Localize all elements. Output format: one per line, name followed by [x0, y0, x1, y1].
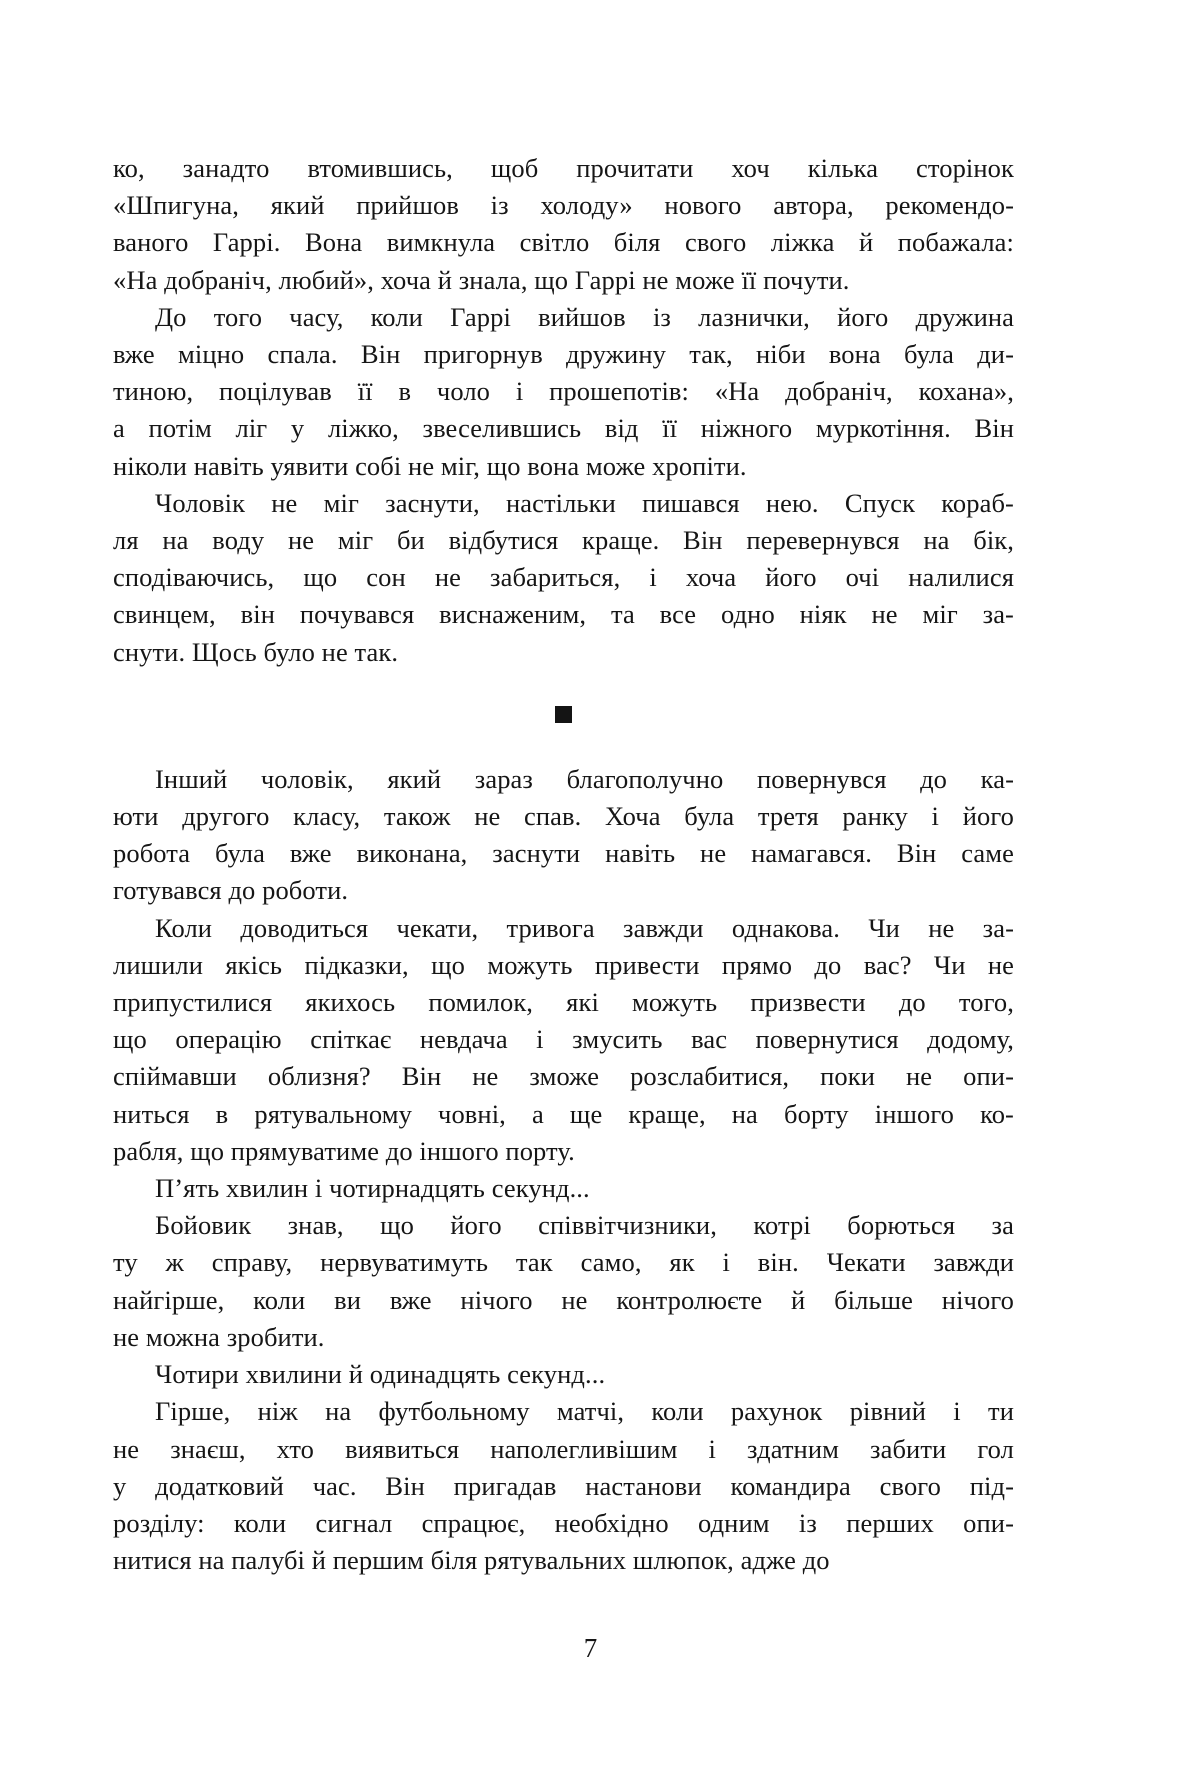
page-number: 7	[583, 1633, 598, 1663]
body-line: юти другого класу, також не спав. Хоча була третя ранку і його	[113, 801, 1014, 832]
body-line: вже міцно спала. Він пригорнув дружину так, ніби вона була ди-	[113, 339, 1014, 370]
body-line: лишили якісь підказки, що можуть привести прямо до вас? Чи не	[113, 949, 1014, 980]
body-paragraph	[113, 910, 1014, 1170]
body-line: П’ять хвилин і чотирнадцять секунд...	[155, 1173, 590, 1204]
body-line: спіймавши облизня? Він не зможе розслабитися, поки не опи-	[113, 1061, 1014, 1092]
body-line: ко, занадто втомившись, щоб прочитати хоч кілька сторінок	[113, 153, 1014, 183]
body-line: робота була вже виконана, заснути навіть не намагався. Він саме	[113, 838, 1014, 869]
body-line: а потім ліг у ліжко, звеселившись від її ніжного муркотіння. Він	[113, 413, 1014, 444]
body-line: «На добраніч, любий», хоча й знала, що Гаррі не може її почути.	[113, 264, 850, 295]
body-line: не знаєш, хто виявиться наполегливішим і здатним забити гол	[113, 1433, 1014, 1464]
body-line: До того часу, коли Гаррі вийшов із лазнички, його дружина	[155, 301, 1014, 332]
paragraph-group-before-break	[113, 150, 1014, 671]
body-line: припустилися якихось помилок, які можуть призвести до того,	[113, 987, 1014, 1018]
body-paragraph	[113, 1356, 1014, 1393]
body-line: у додатковий час. Він пригадав настанови командира свого під-	[113, 1470, 1014, 1501]
body-paragraph	[113, 485, 1014, 671]
body-line: снути. Щось було не так.	[113, 636, 399, 667]
body-paragraph	[113, 1207, 1014, 1356]
body-paragraph	[113, 761, 1014, 910]
body-paragraph	[113, 299, 1014, 485]
body-line: ля на воду не міг би відбутися краще. Він перевернувся на бік,	[113, 525, 1014, 556]
body-paragraph	[113, 150, 1014, 299]
body-line: рабля, що прямуватиме до іншого порту.	[113, 1135, 575, 1166]
filled-square-ornament-icon	[555, 706, 572, 723]
body-line: ніколи навіть уявити собі не міг, що вона може хропіти.	[113, 450, 747, 481]
body-line: ниться в рятувальному човні, а ще краще, на борту іншого ко-	[113, 1098, 1014, 1129]
body-line: Коли доводиться чекати, тривога завжди однакова. Чи не за-	[155, 912, 1014, 943]
body-line: ваного Гаррі. Вона вимкнула світло біля свого ліжка й побажала:	[113, 227, 1014, 258]
body-line: Бойовик знав, що його співвітчизники, котрі борються за	[155, 1210, 1014, 1241]
body-paragraph	[113, 1393, 1014, 1579]
body-line: свинцем, він почувався виснаженим, та все одно ніяк не міг за-	[113, 599, 1014, 630]
body-line: Гірше, ніж на футбольному матчі, коли рахунок рівний і ти	[155, 1396, 1014, 1427]
body-line: готувався до роботи.	[113, 875, 349, 906]
paragraph-group-after-break	[113, 761, 1014, 1579]
section-break-ornament	[113, 706, 1014, 728]
body-line: Інший чоловік, який зараз благополучно повернувся до ка-	[155, 763, 1014, 794]
body-line: розділу: коли сигнал спрацює, необхідно одним із перших опи-	[113, 1507, 1014, 1538]
body-line: ту ж справу, нервуватимуть так само, як і він. Чекати завжди	[113, 1247, 1014, 1278]
body-line: не можна зробити.	[113, 1321, 325, 1352]
body-line: Чотири хвилини й одинадцять секунд...	[155, 1359, 606, 1390]
body-line: тиною, поцілував її в чоло і прошепотів: «На добраніч, кохана»,	[113, 376, 1014, 407]
body-line: «Шпигуна, який прийшов із холоду» нового автора, рекомендо-	[113, 190, 1014, 221]
body-line: найгірше, коли ви вже нічого не контролюєте й більше нічого	[113, 1284, 1014, 1315]
page-text-block	[113, 150, 1014, 1579]
body-line: нитися на палубі й першим біля рятувальних шлюпок, адже до	[113, 1545, 830, 1576]
body-line: сподіваючись, що сон не забариться, і хоча його очі налилися	[113, 562, 1014, 593]
body-line: що операцію спіткає невдача і змусить вас повернутися додому,	[113, 1024, 1014, 1055]
body-paragraph	[113, 1170, 1014, 1207]
body-line: Чоловік не міг заснути, настільки пишався нею. Спуск кораб-	[155, 487, 1014, 518]
